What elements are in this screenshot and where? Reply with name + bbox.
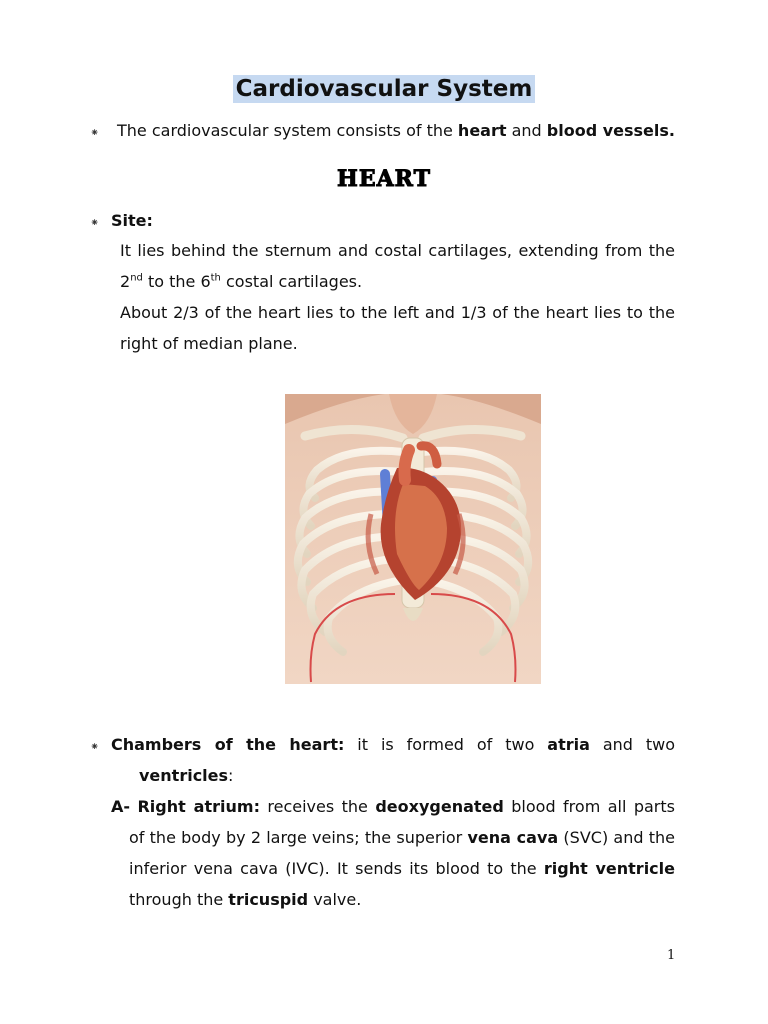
site-line-3: About 2/3 of the heart lies to the left and 1/3 of the heart lies to the <box>120 303 675 322</box>
bullet-icon: ⁕ <box>90 216 100 229</box>
term-heart: heart <box>457 121 507 140</box>
intro-line: The cardiovascular system consists of the heart and blood vessels. <box>117 121 675 140</box>
page-title-text: Cardiovascular System <box>233 75 536 103</box>
bullet-icon: ⁕ <box>90 740 100 753</box>
right-atrium-line-2: of the body by 2 large veins; the superior vena cava (SVC) and the <box>129 828 676 847</box>
site-label: Site: <box>111 211 153 230</box>
site-line-1: It lies behind the sternum and costal cartilages, extending from the <box>120 241 675 260</box>
page-number: 1 <box>667 948 676 963</box>
site-line-2: 2nd to the 6th costal cartilages. <box>120 272 363 291</box>
site-line-4: right of median plane. <box>120 334 298 353</box>
chest-heart-figure <box>285 394 541 684</box>
right-atrium-line-1: A- Right atrium: receives the deoxygenated blood from all parts <box>111 797 675 816</box>
bullet-icon: ⁕ <box>90 126 100 139</box>
chest-ribcage-heart-illustration-icon <box>285 394 541 684</box>
chambers-line-2: ventricles: <box>139 766 234 785</box>
term-blood-vessels: blood vessels. <box>546 121 675 140</box>
right-atrium-line-4: through the tricuspid valve. <box>129 890 362 909</box>
page-title <box>0 76 768 102</box>
chambers-line-1: Chambers of the heart: it is formed of two atria and two <box>111 735 676 754</box>
right-atrium-line-3: inferior vena cava (IVC). It sends its blood to the right ventricle <box>129 859 675 878</box>
right-atrium-label: Right atrium: <box>137 797 260 816</box>
chambers-label: Chambers of the heart: <box>111 735 345 754</box>
section-heading-heart: HEART <box>337 166 431 192</box>
